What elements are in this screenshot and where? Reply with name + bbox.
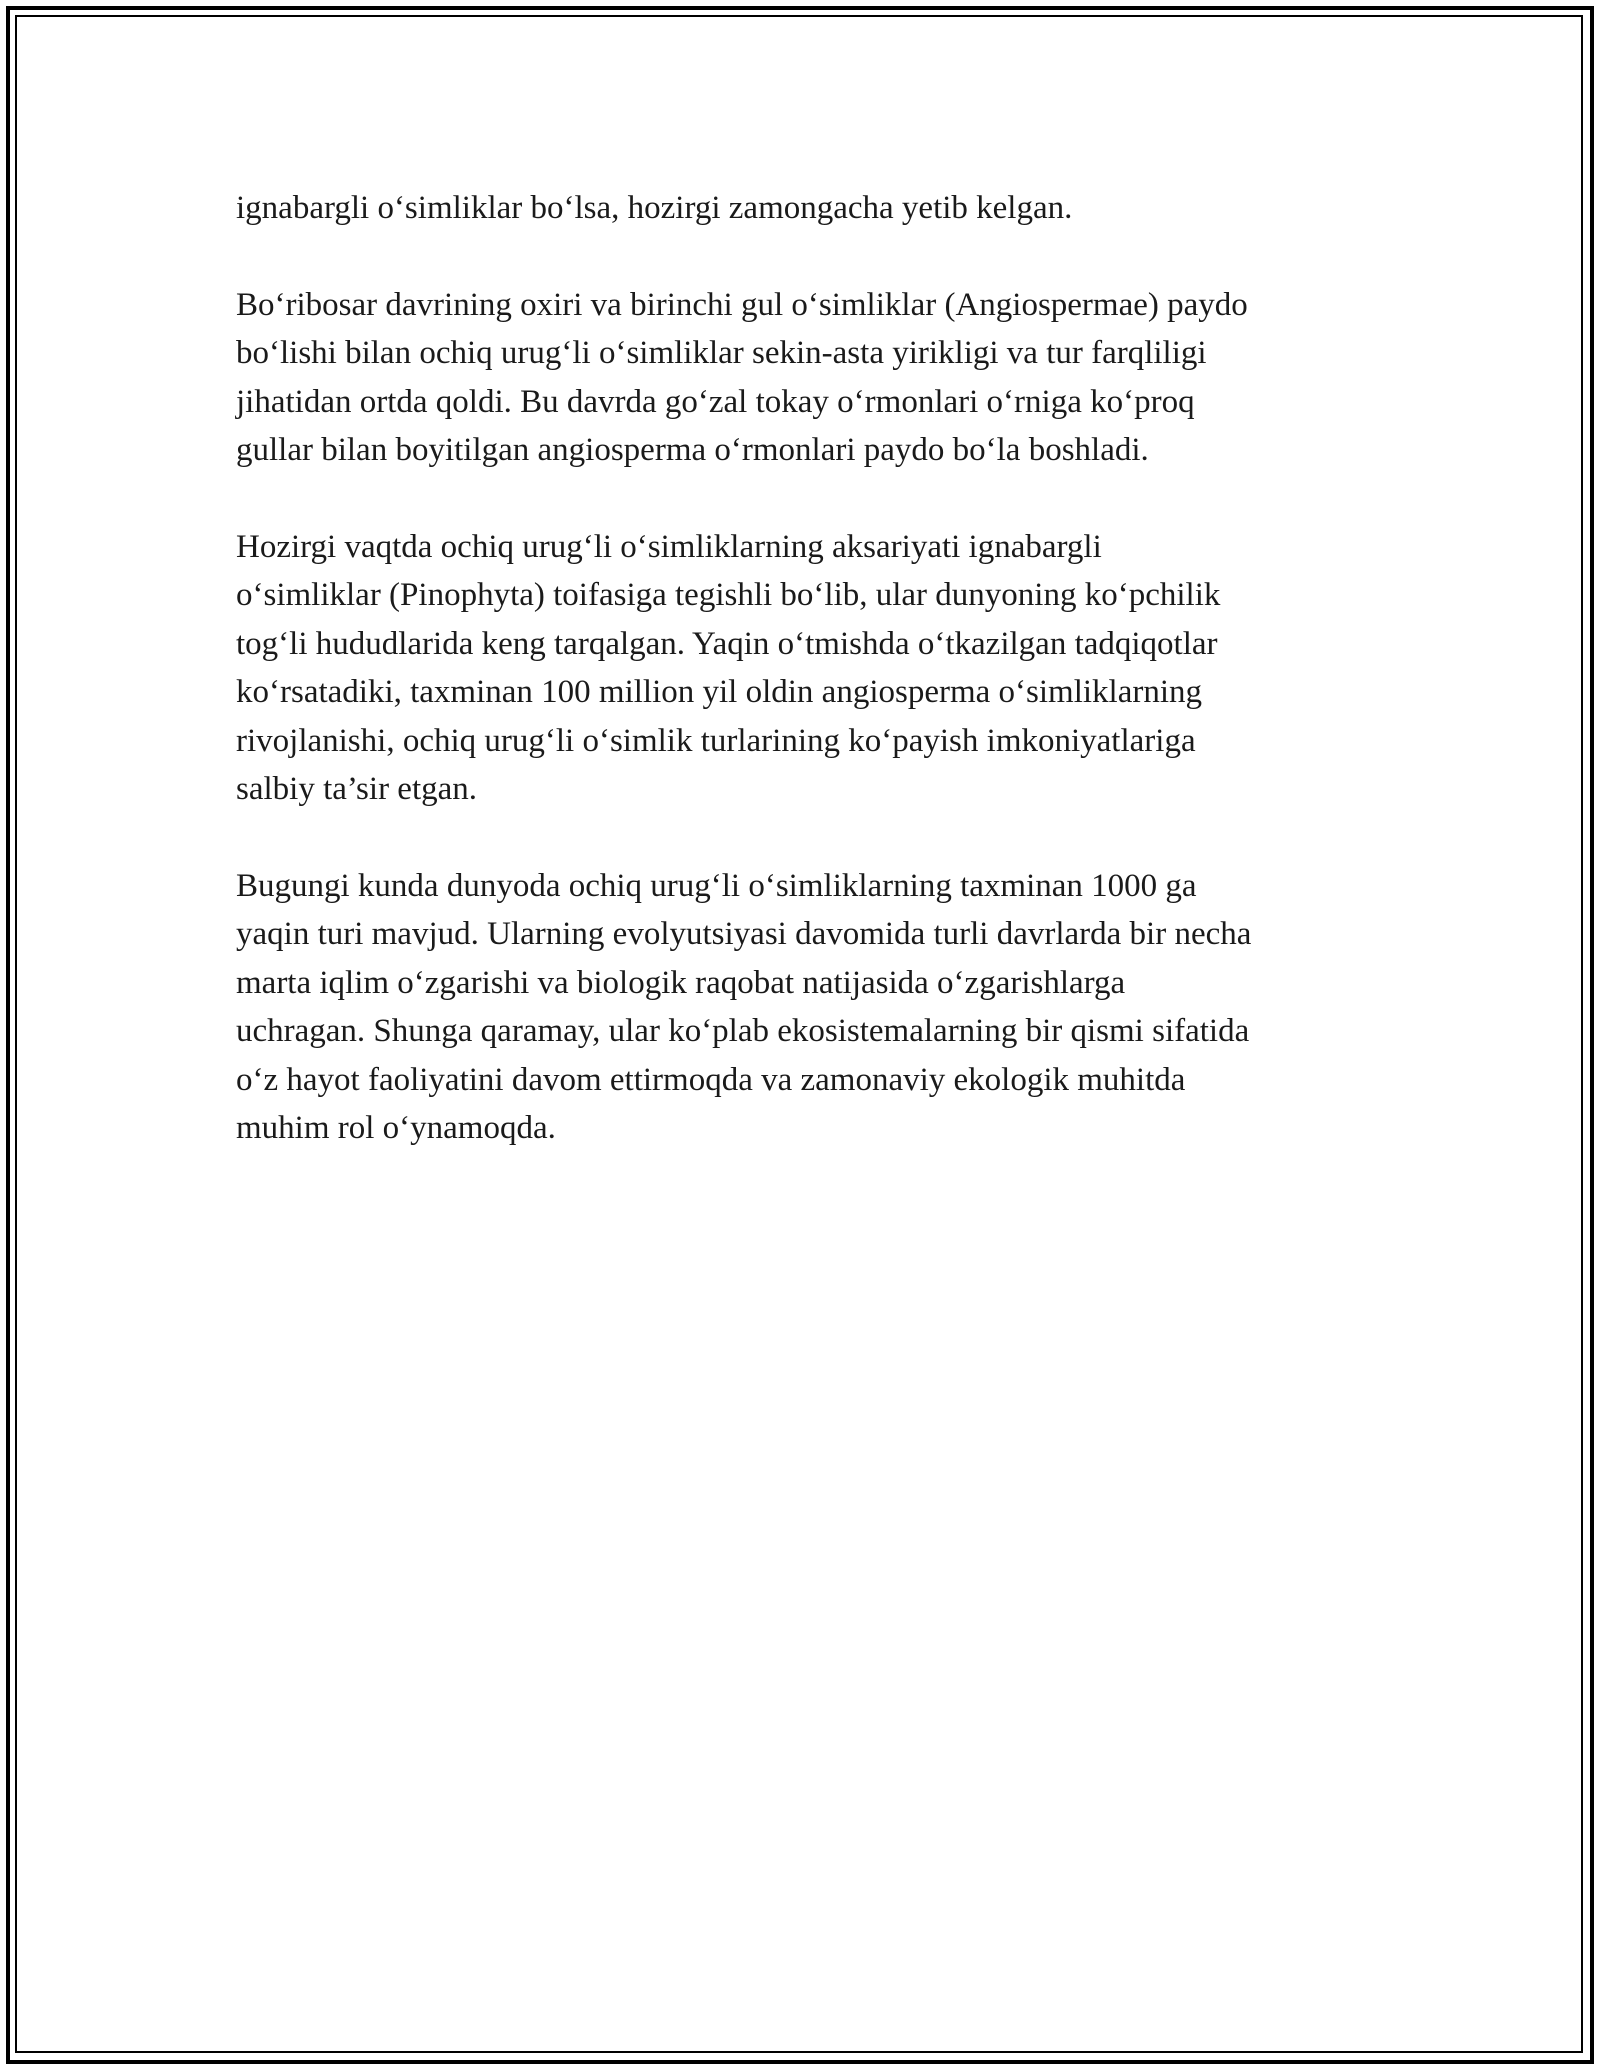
paragraph-modern-diversity: Bugungi kunda dunyoda ochiq urug‘li o‘simliklarning taxminan 1000 ga yaqin turi mavjud. Ularning evolyutsiyasi davomida turli davrlarda bir necha marta iqlim o‘zgarishi va biologik raqobat natijasida o‘zgarishlarga uchragan. Shunga qaramay, ular ko‘plab ekosistemalarning bir qismi sifatida o‘z hayot faoliyatini davom ettirmoqda va zamonaviy ekologik muhitda muhim rol o‘ynamoqda. xyxy=(236,867,1252,1146)
paragraph-continuation: ignabargli o‘simliklar bo‘lsa, hozirgi zamongacha yetib kelgan. xyxy=(236,190,1073,226)
page-body xyxy=(236,184,1376,1201)
paragraph-angiosperm-origin: Bo‘ribosar davrining oxiri va birinchi gul o‘simliklar (Angiospermae) paydo bo‘lishi bilan ochiq urug‘li o‘simliklar sekin-asta yirikligi va tur farqliligi jihatidan ortda qoldi. Bu davrda go‘zal tokay o‘rmonlari o‘rniga ko‘proq gullar bilan boyitilgan angiosperma o‘rmonlari paydo bo‘la boshladi. xyxy=(236,286,1248,468)
paragraph-pinophyta: Hozirgi vaqtda ochiq urug‘li o‘simliklarning aksariyati ignabargli o‘simliklar (Pinophyta) toifasiga tegishli bo‘lib, ular dunyoning ko‘pchilik tog‘li hududlarida keng tarqalgan. Yaqin o‘tmishda o‘tkazilgan tadqiqotlar ko‘rsatadiki, taxminan 100 million yil oldin angiosperma o‘simliklarning rivojlanishi, ochiq urug‘li o‘simlik turlarining ko‘payish imkoniyatlariga salbiy ta’sir etgan. xyxy=(236,528,1221,807)
